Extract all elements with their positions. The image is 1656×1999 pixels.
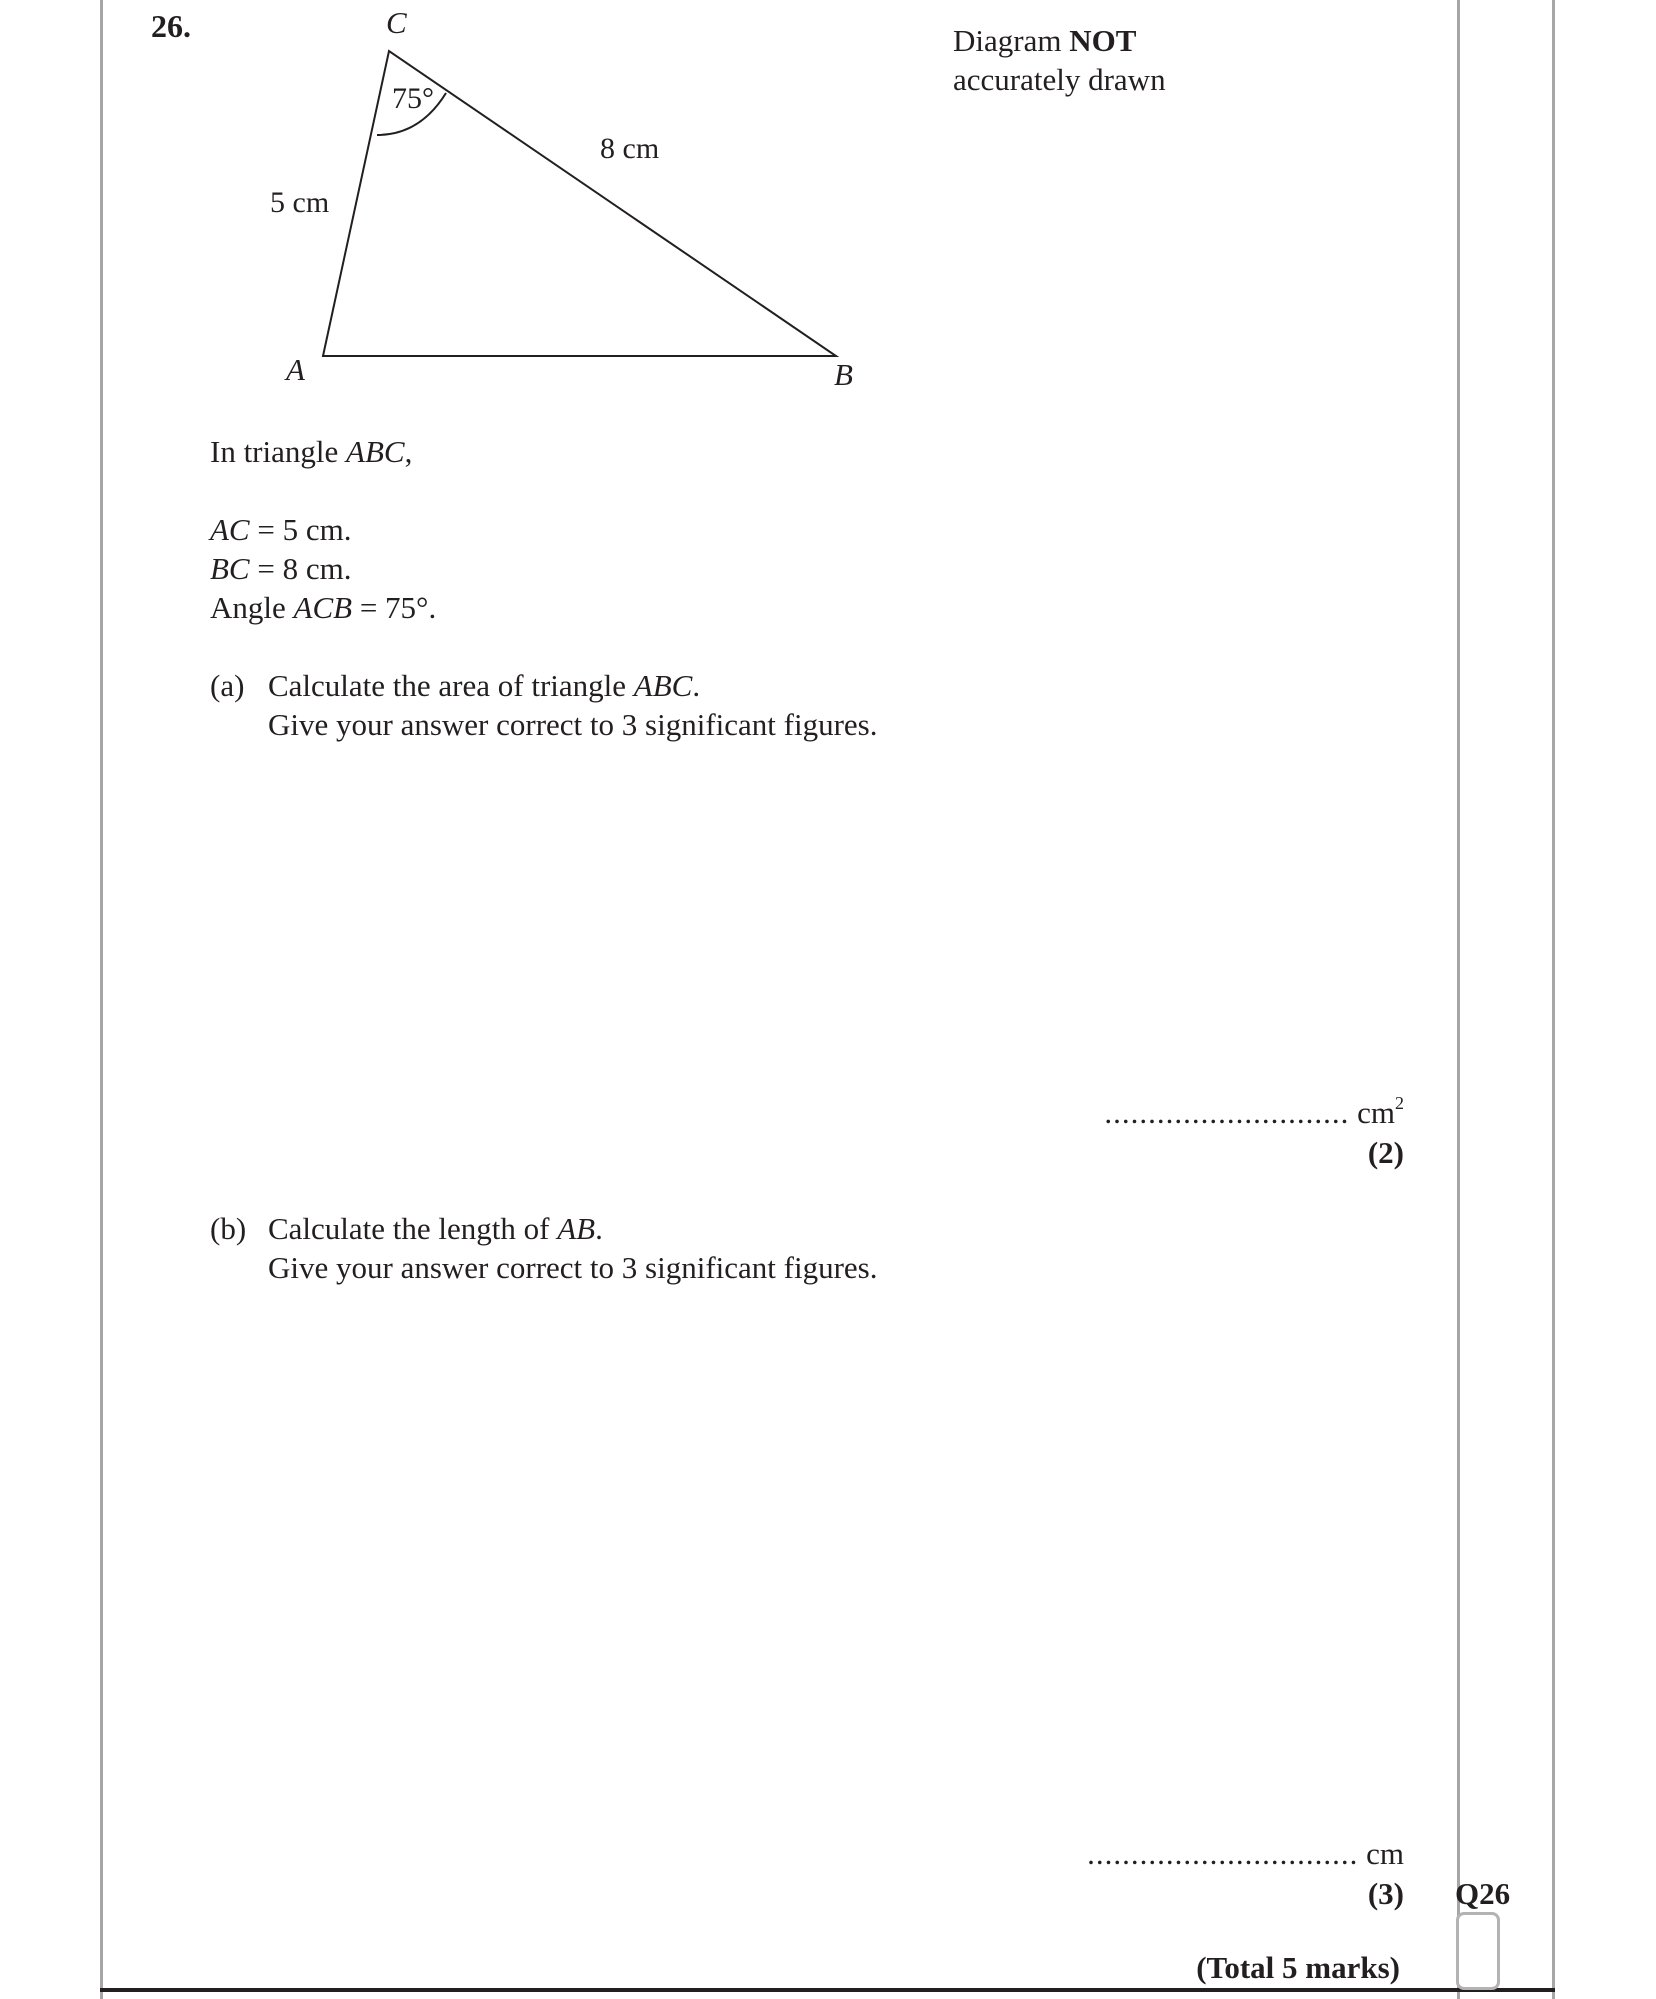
answer-unit-exponent: 2 [1395,1093,1404,1113]
question-end-rule [100,1988,1555,1992]
part-b-label: (b) [210,1211,247,1246]
part-a-precision: Give your answer correct to 3 significant figures. [268,707,878,742]
given-angle-acb: Angle ACB = 75°. [210,590,437,625]
part-b-answer-line[interactable] [1087,1838,1404,1869]
examiner-mark-box[interactable] [1456,1912,1500,1990]
vertex-label-b: B [834,357,853,392]
given-ac: AC = 5 cm. [210,512,352,547]
side-label-bc: 8 cm [600,132,660,165]
given-bc: BC = 8 cm. [210,551,352,586]
part-a-label: (a) [210,668,245,703]
part-b-instruction: Calculate the length of AB. [268,1211,603,1246]
part-a-marks: (2) [1367,1135,1404,1170]
question-number: 26. [151,8,191,44]
diagram-note-bold: NOT [1069,23,1137,58]
part-b-precision: Give your answer correct to 3 significant figures. [268,1250,878,1285]
diagram-note-line2: accurately drawn [953,62,1166,97]
margin-question-label: Q26 [1455,1876,1511,1911]
vertex-label-c: C [386,5,407,40]
total-marks: (Total 5 marks) [1196,1950,1400,1985]
vertex-label-a: A [286,352,305,387]
part-a-instruction: Calculate the area of triangle ABC. [268,668,701,703]
answer-dots[interactable]: ............................ [1104,1095,1350,1130]
diagram-note-plain: Diagram [953,23,1062,58]
answer-dots[interactable]: ............................... [1087,1836,1359,1871]
angle-label-c: 75° [392,82,434,115]
answer-unit: cm [1357,1095,1395,1130]
answer-unit: cm [1366,1836,1404,1871]
part-b-marks: (3) [1367,1876,1404,1911]
part-a-answer-line[interactable] [1104,1093,1404,1130]
side-label-ac: 5 cm [270,186,330,219]
triangle-diagram [0,0,1656,420]
intro-text: In triangle ABC, [210,434,413,469]
